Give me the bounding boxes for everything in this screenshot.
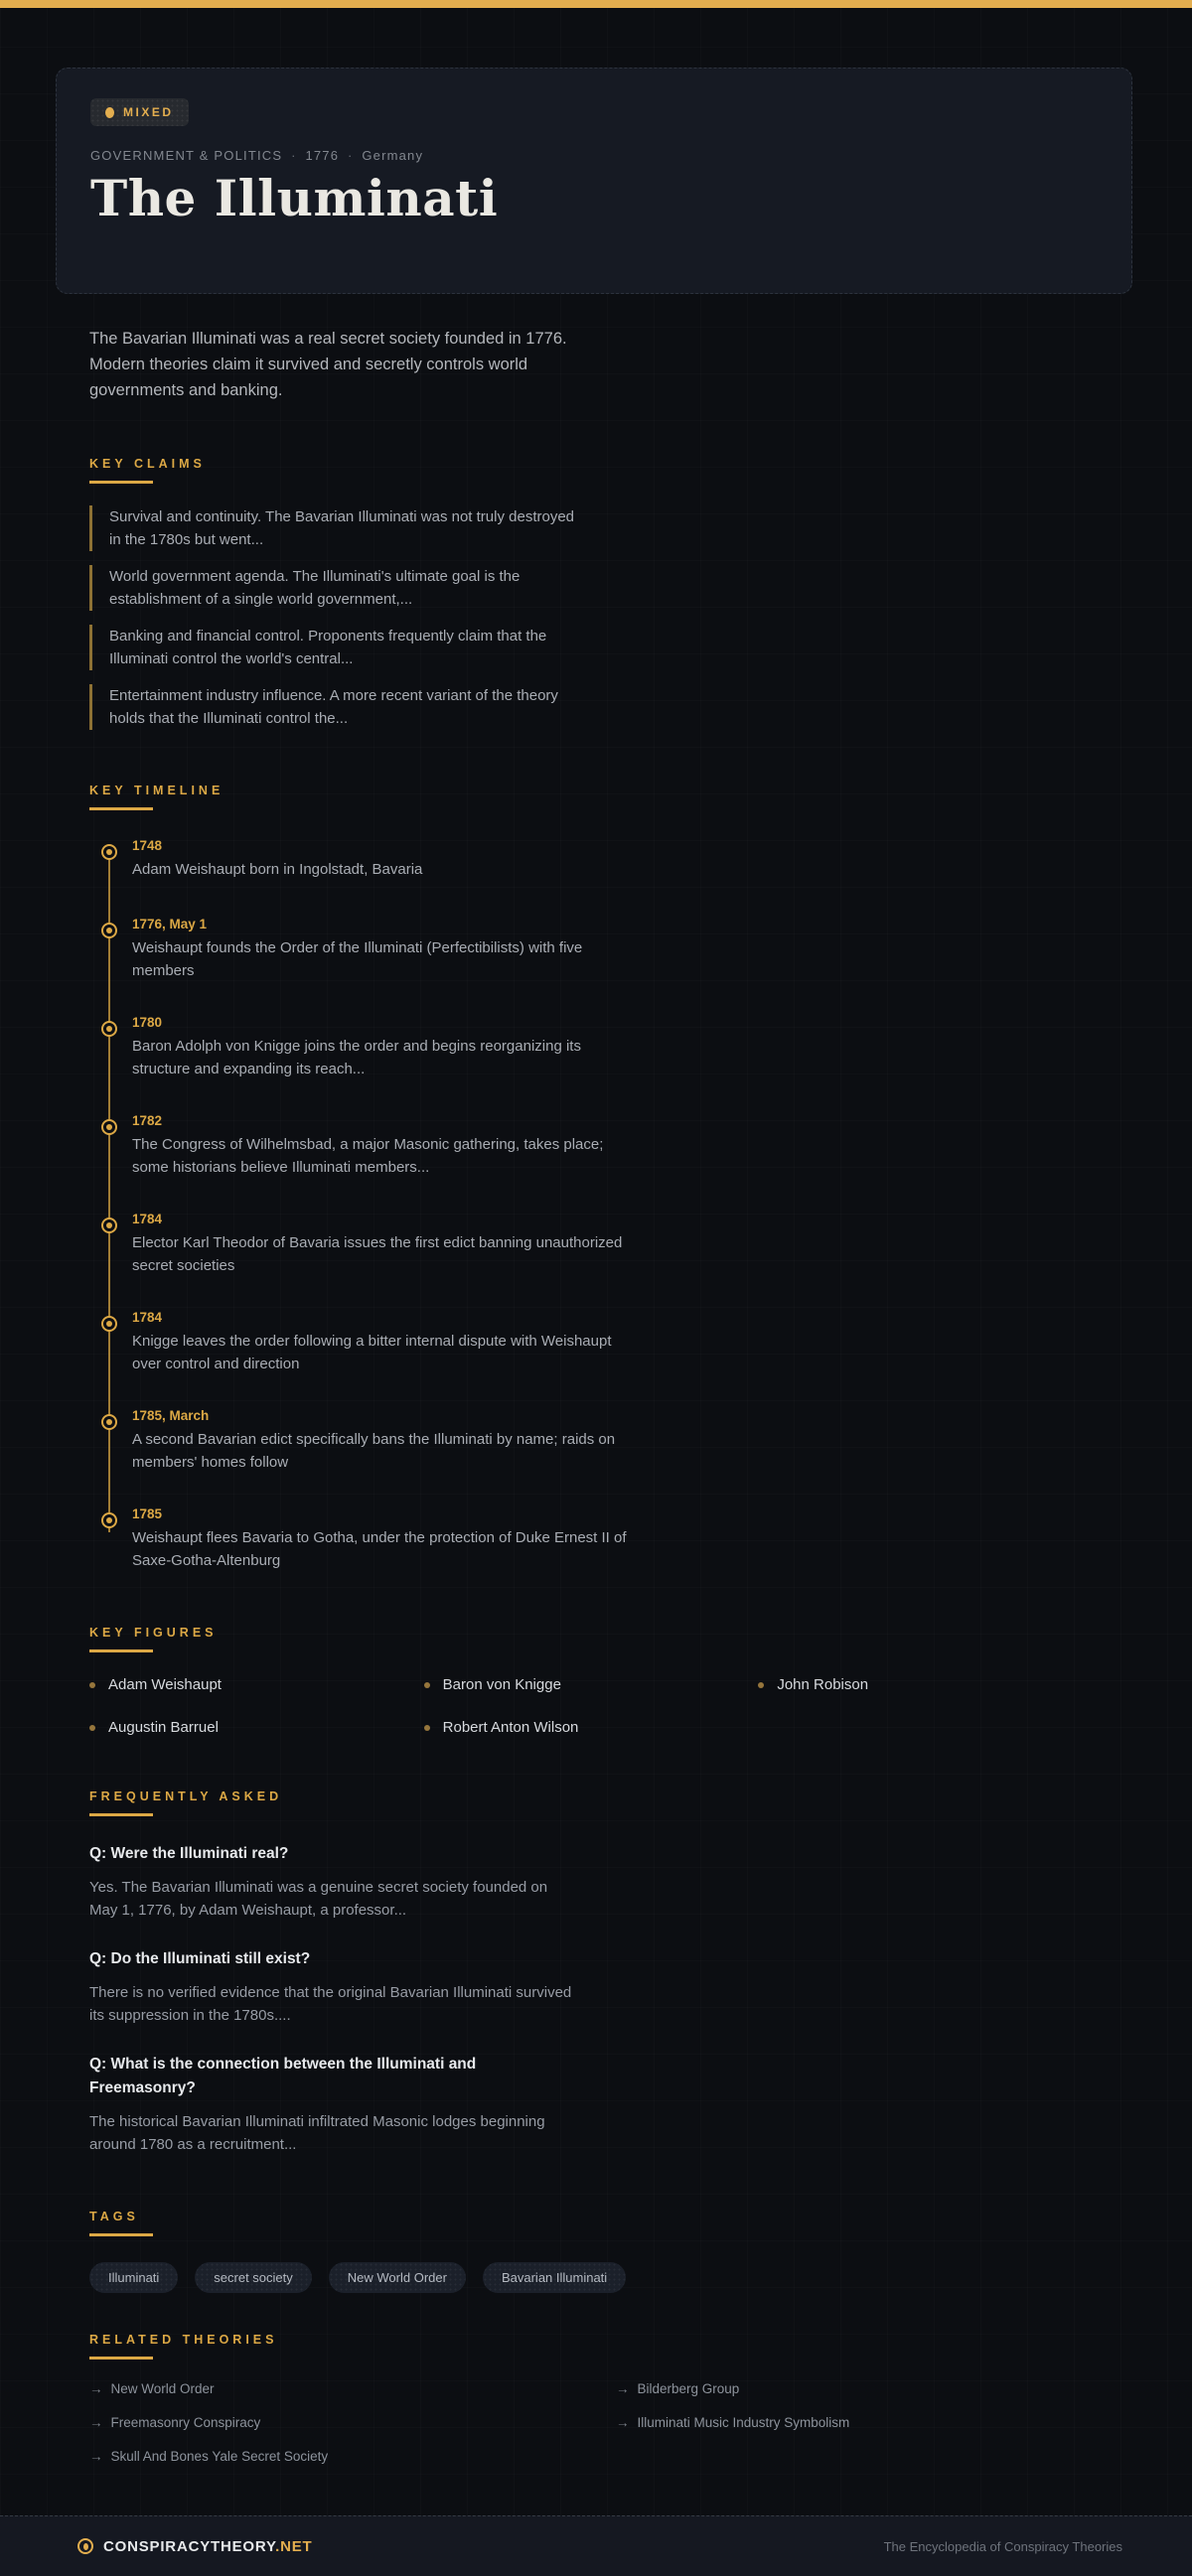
timeline-event xyxy=(101,1113,1099,1179)
brand-tld: .NET xyxy=(275,2537,313,2555)
figure-item xyxy=(89,1676,424,1693)
brand-text: CONSPIRACYTHEORY.NET xyxy=(103,2537,313,2555)
timeline-event xyxy=(101,1212,1099,1277)
faq-answer: The historical Bavarian Illuminati infiltrated Masonic lodges beginning around 1780 as a recruitment... xyxy=(89,2113,545,2153)
timeline-marker-icon xyxy=(101,1217,117,1233)
bullet-icon xyxy=(89,1725,95,1731)
heading-underline xyxy=(89,2233,153,2236)
claims-list xyxy=(89,505,1099,730)
related-theory-link[interactable] xyxy=(89,2415,616,2430)
timeline-event xyxy=(101,838,1099,884)
timeline-event-text: Elector Karl Theodor of Bavaria issues the first edict banning unauthorized secret societies xyxy=(132,1234,623,1274)
breadcrumb-year: 1776 xyxy=(305,148,340,163)
related-theory-label: New World Order xyxy=(110,2381,215,2396)
heading-underline xyxy=(89,807,153,810)
timeline-event xyxy=(101,1408,1099,1474)
site-logo[interactable] xyxy=(77,2538,312,2555)
arrow-right-icon: → xyxy=(616,2381,630,2396)
bullet-icon xyxy=(424,1682,430,1688)
faq-list xyxy=(89,1842,1099,2156)
timeline-event-date: 1776, May 1 xyxy=(132,917,208,931)
faq-item xyxy=(89,1842,1099,1922)
timeline-event-text: A second Bavarian edict specifically bans the Illuminati by name; raids on members' homes follow xyxy=(132,1431,616,1471)
heading-underline xyxy=(89,2357,153,2360)
arrow-right-icon: → xyxy=(616,2415,630,2430)
related-theory-link[interactable] xyxy=(616,2415,1099,2430)
faq-answer: There is no verified evidence that the original Bavarian Illuminati survived its suppression in the 1780s.... xyxy=(89,1984,572,2024)
timeline-event-text: Knigge leaves the order following a bitter internal dispute with Weishaupt over control and direction xyxy=(132,1333,612,1372)
section-key-timeline xyxy=(89,784,1099,1572)
heading-underline xyxy=(89,1649,153,1652)
bullet-icon xyxy=(424,1725,430,1731)
timeline-event-date: 1785, March xyxy=(132,1408,210,1423)
heading-underline xyxy=(89,481,153,484)
timeline-event-text: Adam Weishaupt born in Ingolstadt, Bavaria xyxy=(132,861,423,878)
related-theory-link[interactable] xyxy=(89,2381,616,2396)
arrow-right-icon: → xyxy=(89,2415,103,2430)
figure-name: Baron von Knigge xyxy=(442,1676,561,1693)
heading-underline xyxy=(89,1813,153,1816)
tags-list xyxy=(89,2262,1099,2293)
status-dot-icon xyxy=(105,107,114,118)
related-theory-link[interactable] xyxy=(616,2381,1099,2396)
figure-name: Adam Weishaupt xyxy=(108,1676,222,1693)
timeline-event-date: 1748 xyxy=(132,838,163,853)
timeline-event-text: Weishaupt founds the Order of the Illuminati (Perfectibilists) with five members xyxy=(132,939,583,979)
timeline-event-text: Weishaupt flees Bavaria to Gotha, under the protection of Duke Ernest II of Saxe-Gotha-Altenburg xyxy=(132,1529,627,1569)
figure-name: Augustin Barruel xyxy=(108,1719,219,1736)
timeline-marker-icon xyxy=(101,1414,117,1430)
figures-list xyxy=(89,1676,1093,1736)
faq-item xyxy=(89,1947,1099,2027)
timeline-event-text: Baron Adolph von Knigge joins the order and begins reorganizing its structure and expanding its reach... xyxy=(132,1038,581,1077)
faq-question: Q: Were the Illuminati real? xyxy=(89,1845,289,1862)
bullet-icon xyxy=(758,1682,764,1688)
timeline-marker-icon xyxy=(101,1316,117,1332)
bullet-icon xyxy=(89,1682,95,1688)
section-heading-tags: TAGS xyxy=(89,2210,139,2223)
figure-name: John Robison xyxy=(777,1676,869,1693)
related-theory-label: Freemasonry Conspiracy xyxy=(110,2415,261,2430)
claim-item: World government agenda. The Illuminati's ultimate goal is the establishment of a single world government,... xyxy=(89,565,576,611)
section-faq xyxy=(89,1789,1099,2156)
breadcrumb-separator: · xyxy=(347,148,354,163)
timeline-marker-icon xyxy=(101,1512,117,1528)
header-card xyxy=(56,68,1132,294)
page-title: The Illuminati xyxy=(90,169,499,227)
arrow-right-icon: → xyxy=(89,2381,103,2396)
related-theories-list xyxy=(89,2381,1099,2464)
related-theory-label: Bilderberg Group xyxy=(637,2381,740,2396)
timeline-event-date: 1782 xyxy=(132,1113,163,1128)
related-theory-label: Skull And Bones Yale Secret Society xyxy=(110,2449,329,2464)
section-heading-related-theories: RELATED THEORIES xyxy=(89,2333,278,2347)
accent-top-bar xyxy=(0,0,1192,8)
related-theory-link[interactable] xyxy=(89,2449,616,2464)
faq-item xyxy=(89,2053,1099,2156)
breadcrumb-separator: · xyxy=(291,148,297,163)
figure-name: Robert Anton Wilson xyxy=(442,1719,579,1736)
section-heading-faq: FREQUENTLY ASKED xyxy=(89,1789,283,1803)
faq-question: Q: What is the connection between the Illuminati and Freemasonry? xyxy=(89,2056,477,2096)
timeline-event-text: The Congress of Wilhelmsbad, a major Masonic gathering, takes place; some historians believe Illuminati members... xyxy=(132,1136,604,1176)
timeline-event-date: 1780 xyxy=(132,1015,163,1030)
section-related-theories xyxy=(89,2333,1099,2464)
tag-pill[interactable]: New World Order xyxy=(329,2262,466,2293)
claim-item: Entertainment industry influence. A more recent variant of the theory holds that the Illuminati control the... xyxy=(89,684,576,730)
figure-item xyxy=(758,1676,1093,1693)
faq-question: Q: Do the Illuminati still exist? xyxy=(89,1950,311,1967)
status-badge-label: MIXED xyxy=(123,105,174,119)
intro-paragraph: The Bavarian Illuminati was a real secret society founded in 1776. Modern theories claim it survived and secretly controls world governments and banking. xyxy=(89,330,567,399)
timeline-event-date: 1785 xyxy=(132,1506,163,1521)
section-heading-key-claims: KEY CLAIMS xyxy=(89,457,206,471)
faq-answer: Yes. The Bavarian Illuminati was a genuine secret society founded on May 1, 1776, by Adam Weishaupt, a professor... xyxy=(89,1879,548,1919)
figure-item xyxy=(424,1676,759,1693)
section-heading-key-timeline: KEY TIMELINE xyxy=(89,784,224,797)
page xyxy=(0,8,1192,2464)
timeline-marker-icon xyxy=(101,844,117,860)
status-badge xyxy=(90,98,189,126)
timeline-event-date: 1784 xyxy=(132,1212,163,1226)
timeline-marker-icon xyxy=(101,1119,117,1135)
timeline-event xyxy=(101,1310,1099,1375)
related-theory-label: Illuminati Music Industry Symbolism xyxy=(637,2415,850,2430)
section-key-claims xyxy=(89,457,1099,730)
timeline-event xyxy=(101,1506,1099,1572)
figure-item xyxy=(424,1719,759,1736)
arrow-right-icon: → xyxy=(89,2449,103,2464)
breadcrumb xyxy=(90,148,1098,163)
breadcrumb-country: Germany xyxy=(362,148,424,163)
claim-item: Survival and continuity. The Bavarian Illuminati was not truly destroyed in the 1780s but went... xyxy=(89,505,576,551)
eye-icon xyxy=(77,2538,93,2554)
main-content xyxy=(56,326,1132,2464)
section-tags xyxy=(89,2210,1099,2293)
timeline-event xyxy=(101,917,1099,982)
claim-item: Banking and financial control. Proponents frequently claim that the Illuminati control the world's central... xyxy=(89,625,576,670)
tag-pill[interactable]: Bavarian Illuminati xyxy=(483,2262,626,2293)
timeline-marker-icon xyxy=(101,1021,117,1037)
figure-item xyxy=(89,1719,424,1736)
timeline-event-date: 1784 xyxy=(132,1310,163,1325)
footer-tagline: The Encyclopedia of Conspiracy Theories xyxy=(883,2538,1122,2554)
section-heading-key-figures: KEY FIGURES xyxy=(89,1626,218,1640)
section-key-figures xyxy=(89,1626,1099,1736)
timeline-marker-icon xyxy=(101,923,117,938)
tag-pill[interactable]: secret society xyxy=(195,2262,311,2293)
footer xyxy=(0,2515,1192,2576)
breadcrumb-category: GOVERNMENT & POLITICS xyxy=(90,148,283,163)
tag-pill[interactable]: Illuminati xyxy=(89,2262,178,2293)
timeline-event xyxy=(101,1015,1099,1080)
timeline-list xyxy=(101,838,1099,1572)
